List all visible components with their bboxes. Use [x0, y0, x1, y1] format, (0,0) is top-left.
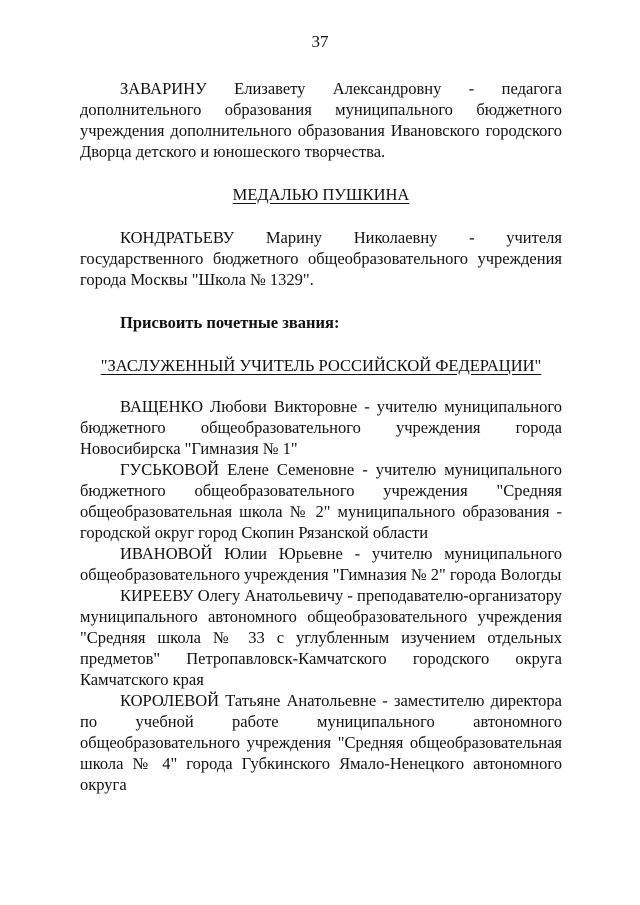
- award-entry-kireev: КИРЕЕВУ Олегу Анатольевичу - преподавателю-организатору муниципального автономного общеобразовательного учреждения "Средняя школа № 33 с углубленным изучением отдельных предметов" Петропавловск-Камчатского городского округа Камчатского края: [80, 586, 562, 689]
- assign-titles-heading: Присвоить почетные звания:: [120, 313, 340, 332]
- award-entry-ivanova: ИВАНОВОЙ Юлии Юрьевне - учителю муниципального общеобразовательного учреждения "Гимназия № 2" города Вологды: [80, 544, 562, 584]
- page-number: 37: [311, 32, 329, 51]
- award-entry-vashchenko: ВАЩЕНКО Любови Викторовне - учителю муниципального бюджетного общеобразовательного учреждения города Новосибирска "Гимназия № 1": [80, 397, 562, 458]
- award-entry-kondratyeva: КОНДРАТЬЕВУ Марину Николаевну - учителя государственного бюджетного общеобразовательного учреждения города Москвы "Школа № 1329".: [80, 228, 562, 289]
- pushkin-medal-heading: МЕДАЛЬЮ ПУШКИНА: [232, 185, 410, 204]
- award-entry-koroleva: КОРОЛЕВОЙ Татьяне Анатольевне - заместителю директора по учебной работе муниципального автономного общеобразовательного учреждения "Средняя общеобразовательная школа № 4" города Губкинского Ямало-Ненецкого автономного округа: [80, 691, 562, 794]
- document-body: [80, 78, 562, 795]
- award-entry-guskova: ГУСЬКОВОЙ Елене Семеновне - учителю муниципального бюджетного общеобразовательного учреждения "Средняя общеобразовательная школа № 2" муниципального образования - городской округ город Скопин Рязанской области: [80, 460, 562, 542]
- honored-teacher-heading: "ЗАСЛУЖЕННЫЙ УЧИТЕЛЬ РОССИЙСКОЙ ФЕДЕРАЦИИ": [100, 356, 542, 375]
- award-entry-zavarina: ЗАВАРИНУ Елизавету Александровну - педагога дополнительного образования муниципального бюджетного учреждения дополнительного образования Ивановского городского Дворца детского и юношеского творчества.: [80, 79, 562, 161]
